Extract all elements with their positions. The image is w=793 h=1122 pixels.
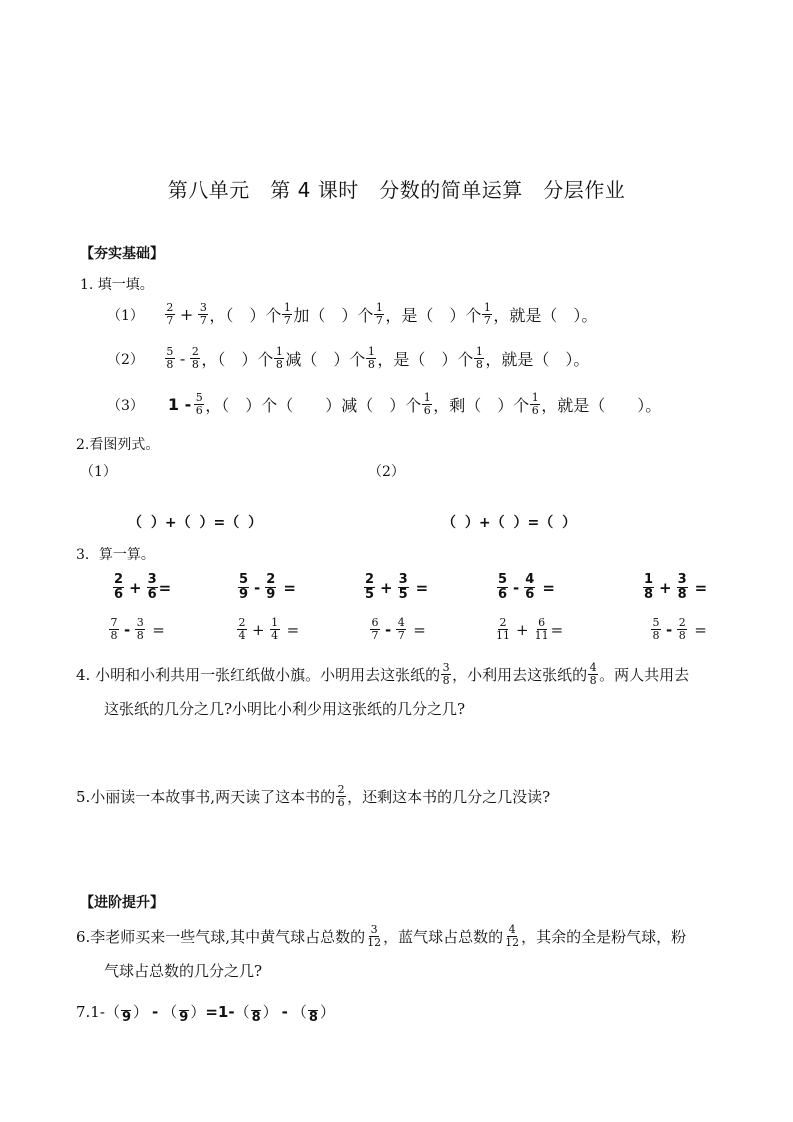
q3-problem xyxy=(369,617,426,642)
fraction: $\frac{1}{8}$ xyxy=(275,345,283,371)
q3-problem xyxy=(112,573,171,602)
q4-line-1 xyxy=(76,662,689,687)
fraction: $\frac{6}{7}$ xyxy=(371,616,379,642)
paren: （ xyxy=(104,1003,120,1021)
q1-item-3 xyxy=(107,392,661,417)
fraction: $\frac{5}{6}$ xyxy=(498,572,508,602)
q5-text: 5.小丽读一本故事书,两天读了这本书的 xyxy=(76,788,336,806)
equals-sign: = xyxy=(283,578,296,597)
fraction: $\frac{2}{8}$ xyxy=(678,616,686,642)
equals-sign: = xyxy=(542,578,555,597)
operator: + xyxy=(659,578,672,597)
fraction: $\frac{5}{8}$ xyxy=(166,345,174,371)
paren: ） xyxy=(190,1003,206,1021)
fraction: $\frac{4}{12}$ xyxy=(505,923,520,949)
section-heading-advanced: 【进阶提升】 xyxy=(80,895,164,911)
fraction: $\frac{1}{8}$ xyxy=(367,345,375,371)
fraction: $\frac{3}{8}$ xyxy=(442,661,450,687)
q4-text: 4. 小明和小利共用一张红纸做小旗。小明用去这张纸的 xyxy=(76,666,441,684)
paren: （ xyxy=(234,1003,250,1021)
fraction: $\frac{2}{8}$ xyxy=(191,345,199,371)
q4-line-2: 这张纸的几分之几?小明比小利少用这张纸的几分之几? xyxy=(104,700,466,718)
operator: + xyxy=(129,578,142,597)
q7-lead: 7.1- xyxy=(76,1002,105,1021)
q2-label: 2.看图列式。 xyxy=(76,437,160,453)
q1-text: ，是（ ）个 xyxy=(377,350,474,369)
paren: ） xyxy=(262,1003,278,1021)
fraction: $\frac{1}{6}$ xyxy=(531,391,539,417)
fraction: $\frac{4}{8}$ xyxy=(589,661,597,687)
fraction: $\frac{2}{9}$ xyxy=(266,572,276,602)
fraction: $\frac{1}{6}$ xyxy=(423,391,431,417)
q1-item-2 xyxy=(107,346,589,371)
fraction: $\frac{4}{7}$ xyxy=(397,616,405,642)
fraction: $\frac{5}{8}$ xyxy=(652,616,660,642)
fraction: $\frac{2}{5}$ xyxy=(365,572,375,602)
fraction: $\frac{3}{8}$ xyxy=(677,572,687,602)
equals-sign: = xyxy=(550,620,564,639)
q2-equation-right: （ ）+（ ）=（ ） xyxy=(442,515,577,531)
q1-text: 减（ ）个 xyxy=(285,350,366,369)
operator: + xyxy=(380,578,393,597)
equals-sign: = xyxy=(286,620,300,639)
fraction: $\frac{1}{8}$ xyxy=(644,572,654,602)
equals-sign: = xyxy=(694,578,708,597)
q2-right-no: （2） xyxy=(368,464,405,480)
q6-line-1 xyxy=(76,924,686,949)
q1-text: ，（ ）个（ ）减（ ）个 xyxy=(205,396,422,415)
equals-sign: = xyxy=(152,620,165,639)
paren: ） xyxy=(319,1003,335,1021)
q4-text: ，小利用去这张纸的 xyxy=(452,666,588,684)
fraction: $\frac{2}{7}$ xyxy=(166,301,174,327)
q6-text: ，其余的全是粉气球，粉 xyxy=(521,928,687,946)
fraction: $\frac{3}{7}$ xyxy=(199,301,207,327)
paren: ） xyxy=(133,1003,149,1021)
q1-text: ，就是（ ）。 xyxy=(485,350,590,369)
fraction: $\frac{3}{6}$ xyxy=(147,572,157,602)
q6-line-2: 气球占总数的几分之几? xyxy=(104,962,263,980)
q1-item-no: （2） xyxy=(107,351,144,368)
q2-left-no: （1） xyxy=(80,464,117,480)
operator: + xyxy=(252,620,265,639)
paren: （ xyxy=(291,1003,307,1021)
q3-problem xyxy=(363,573,428,602)
page-title: 第八单元 第 4 课时 分数的简单运算 分层作业 xyxy=(167,178,626,202)
fraction: $\frac{5}{9}$ xyxy=(239,572,249,602)
operator: - xyxy=(385,620,392,639)
fraction: $\frac{1}{7}$ xyxy=(375,301,383,327)
q5-text: ，还剩这本书的几分之几没读? xyxy=(347,788,551,806)
q1-item-no: （1） xyxy=(107,307,144,324)
q6-text: ，蓝气球占总数的 xyxy=(383,928,504,946)
q5-line xyxy=(76,784,550,809)
q1-label: 1. 填一填。 xyxy=(80,277,154,293)
fraction: $\frac{2}{6}$ xyxy=(114,572,124,602)
q4-text: 。两人共用去 xyxy=(599,666,690,684)
q1-text: 加（ ）个 xyxy=(293,306,374,325)
equals-sign: = xyxy=(158,578,172,597)
q1-text: ，（ ）个 xyxy=(209,306,282,325)
q1-lead: 1 - xyxy=(167,395,192,414)
q3-problem xyxy=(650,617,707,642)
q3-label: 3．算一算。 xyxy=(76,547,155,563)
q2-equation-left: （ ）+（ ）=（ ） xyxy=(128,515,263,531)
paren: （ xyxy=(162,1003,178,1021)
q1-text: ，剩（ ）个 xyxy=(433,396,530,415)
operator: - xyxy=(281,1002,288,1021)
q1-text: ，是（ ）个 xyxy=(385,306,482,325)
q3-problem xyxy=(496,573,555,602)
fraction-blank: 8 xyxy=(251,998,262,1025)
operator: + xyxy=(516,620,529,639)
q3-problem xyxy=(494,617,563,642)
operator: - xyxy=(124,620,131,639)
fraction: $\frac{2}{11}$ xyxy=(496,616,510,642)
fraction: $\frac{4}{6}$ xyxy=(525,572,535,602)
section-heading-basic: 【夯实基础】 xyxy=(80,246,164,262)
operator: - xyxy=(513,578,520,597)
equals-sign: = xyxy=(415,578,429,597)
fraction: $\frac{5}{6}$ xyxy=(195,391,203,417)
fraction: $\frac{1}{8}$ xyxy=(475,345,483,371)
fraction: $\frac{3}{5}$ xyxy=(398,572,408,602)
fraction: $\frac{1}{7}$ xyxy=(283,301,291,327)
fraction: $\frac{1}{7}$ xyxy=(483,301,491,327)
q1-text: ，就是（ ）。 xyxy=(541,396,662,415)
q1-text: ，（ ）个 xyxy=(201,350,274,369)
fraction: $\frac{2}{6}$ xyxy=(337,783,345,809)
q3-problem xyxy=(236,617,299,642)
q7-line xyxy=(76,998,335,1025)
q1-item-no: （3） xyxy=(107,397,144,414)
operator: - xyxy=(666,620,673,639)
q1-text: ，就是（ ）。 xyxy=(493,306,598,325)
fraction: $\frac{7}{8}$ xyxy=(110,616,118,642)
fraction-blank: 9 xyxy=(121,998,132,1025)
q6-text: 6.李老师买来一些气球,其中黄气球占总数的 xyxy=(76,928,366,946)
equals-sign: = xyxy=(413,620,426,639)
fraction-blank: 9 xyxy=(178,998,189,1025)
fraction: $\frac{3}{12}$ xyxy=(367,923,382,949)
equals-sign: = xyxy=(694,620,707,639)
operator: + xyxy=(179,305,194,324)
fraction-blank: 8 xyxy=(308,998,319,1025)
q3-problem xyxy=(642,573,707,602)
fraction: $\frac{1}{4}$ xyxy=(271,616,279,642)
fraction: $\frac{2}{4}$ xyxy=(238,616,246,642)
q1-item-1 xyxy=(107,302,597,327)
operator: - xyxy=(152,1002,159,1021)
fraction: $\frac{3}{8}$ xyxy=(136,616,144,642)
q7-mid: =1- xyxy=(205,1002,235,1021)
q3-problem xyxy=(108,617,165,642)
operator: - xyxy=(179,349,186,368)
q3-problem xyxy=(237,573,296,602)
operator: - xyxy=(254,578,261,597)
fraction: $\frac{6}{11}$ xyxy=(534,616,549,642)
